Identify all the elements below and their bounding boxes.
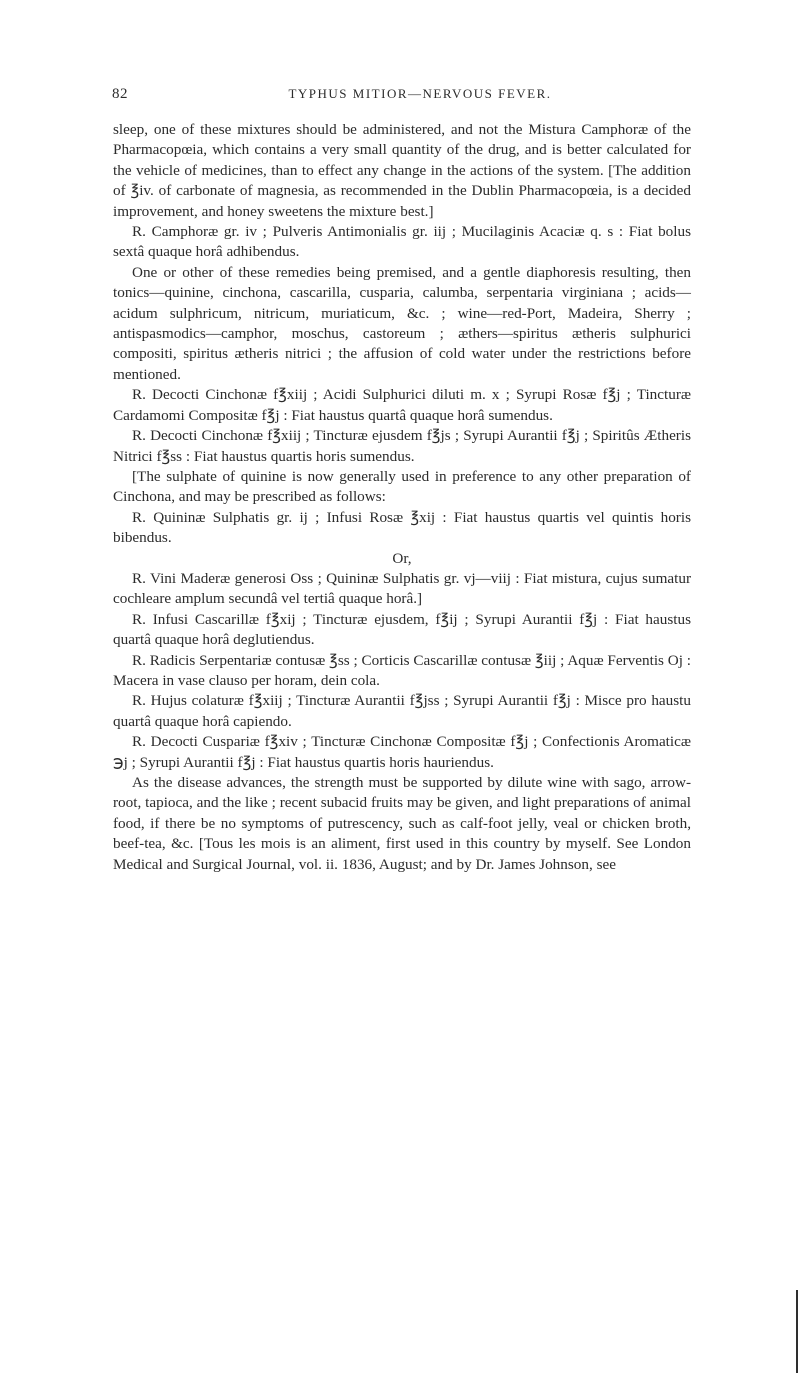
page-edge-line: [796, 1290, 798, 1373]
prescription-madeira-quinine: R. Vini Maderæ generosi Oss ; Quininæ Sulphatis gr. vj—viij : Fiat mistura, cujus sumatur cochleare amplum secundâ vel tertiâ quaque horâ.]: [113, 569, 691, 608]
paragraph-continuation: sleep, one of these mixtures should be administered, and not the Mistura Camphoræ of the Pharmacopœia, which contains a very small quantity of the drug, and is better calculated for the vehicle of medicines, than to effect any change in the actions of the system. [The addition of ℥iv. of carbonate of magnesia, as recommended in the Dublin Pharmacopœia, is a decided improvement, and honey sweetens the mixture best.]: [113, 121, 691, 220]
prescription-cinchona-tincture: R. Decocti Cinchonæ f℥xiij ; Tincturæ ejusdem f℥js ; Syrupi Aurantii f℥j ; Spiritûs Ætheris Nitrici f℥ss : Fiat haustus quartis horis sumendus.: [113, 427, 691, 465]
prescription-cinchona-acid: R. Decocti Cinchonæ f℥xiij ; Acidi Sulphurici diluti m. x ; Syrupi Rosæ f℥j ; Tincturæ Cardamomi Compositæ f℥j : Fiat haustus quartâ quaque horâ sumendus.: [113, 386, 691, 424]
prescription-serpentaria: R. Radicis Serpentariæ contusæ ℥ss ; Corticis Cascarillæ contusæ ℥iij ; Aquæ Ferventis Oj : Macera in vase clauso per horam, dein cola.: [113, 651, 691, 689]
body-text: [113, 120, 691, 875]
paragraph-quinine-note: [The sulphate of quinine is now generally used in preference to any other preparation of Cinchona, and may be prescribed as follows:: [113, 467, 691, 506]
paragraph-tonics: One or other of these remedies being premised, and a gentle diaphoresis resulting, then tonics—quinine, cinchona, cascarilla, cusparia, calumba, serpentaria virginiana ; acids—acidum sulphricum, nitricum, muriaticum, &c. ; wine—red-Port, Madeira, Sherry ; antispasmodics—camphor, moschus, castoreum ; æthers—spiritus ætheris sulphurici compositi, spiritus ætheris nitrici ; the affusion of cold water under the restrictions before mentioned.: [113, 263, 691, 383]
prescription-colature: R. Hujus colaturæ f℥xiij ; Tincturæ Aurantii f℥jss ; Syrupi Aurantii f℥j : Misce pro haustu quartâ quaque horâ capiendo.: [113, 692, 691, 730]
prescription-cascarilla: R. Infusi Cascarillæ f℥xij ; Tincturæ ejusdem, f℥ij ; Syrupi Aurantii f℥j : Fiat haustus quartâ quaque horâ deglutiendus.: [113, 610, 691, 649]
page-number: 82: [112, 86, 128, 102]
paragraph-disease-advances: As the disease advances, the strength must be supported by dilute wine with sago, arrow-root, tapioca, and the like ; recent subacid fruits may be given, and light preparations of animal food, if there be no symptoms of putrescency, such as calf-foot jelly, veal or chicken broth, beef-tea, &c. [Tous les mois is an aliment, first used in this country by myself. See London Medical and Surgical Journal, vol. ii. 1836, August; and by Dr. James Johnson, see: [113, 774, 691, 873]
prescription-camphor-bolus: R. Camphoræ gr. iv ; Pulveris Antimonialis gr. iij ; Mucilaginis Acaciæ q. s : Fiat bolus sextâ quaque horâ adhibendus.: [113, 223, 691, 261]
prescription-cusparia: R. Decocti Cuspariæ f℥xiv ; Tincturæ Cinchonæ Compositæ f℥j ; Confectionis Aromaticæ ℈j ; Syrupi Aurantii f℥j : Fiat haustus quartis horis hauriendus.: [113, 733, 691, 771]
running-title: TYPHUS MITIOR—NERVOUS FEVER.: [288, 86, 552, 101]
or-separator: Or,: [392, 549, 412, 567]
running-head: [0, 86, 800, 106]
prescription-quinine-rose: R. Quininæ Sulphatis gr. ij ; Infusi Rosæ ℥xij : Fiat haustus quartis vel quintis horis bibendus.: [113, 508, 691, 547]
